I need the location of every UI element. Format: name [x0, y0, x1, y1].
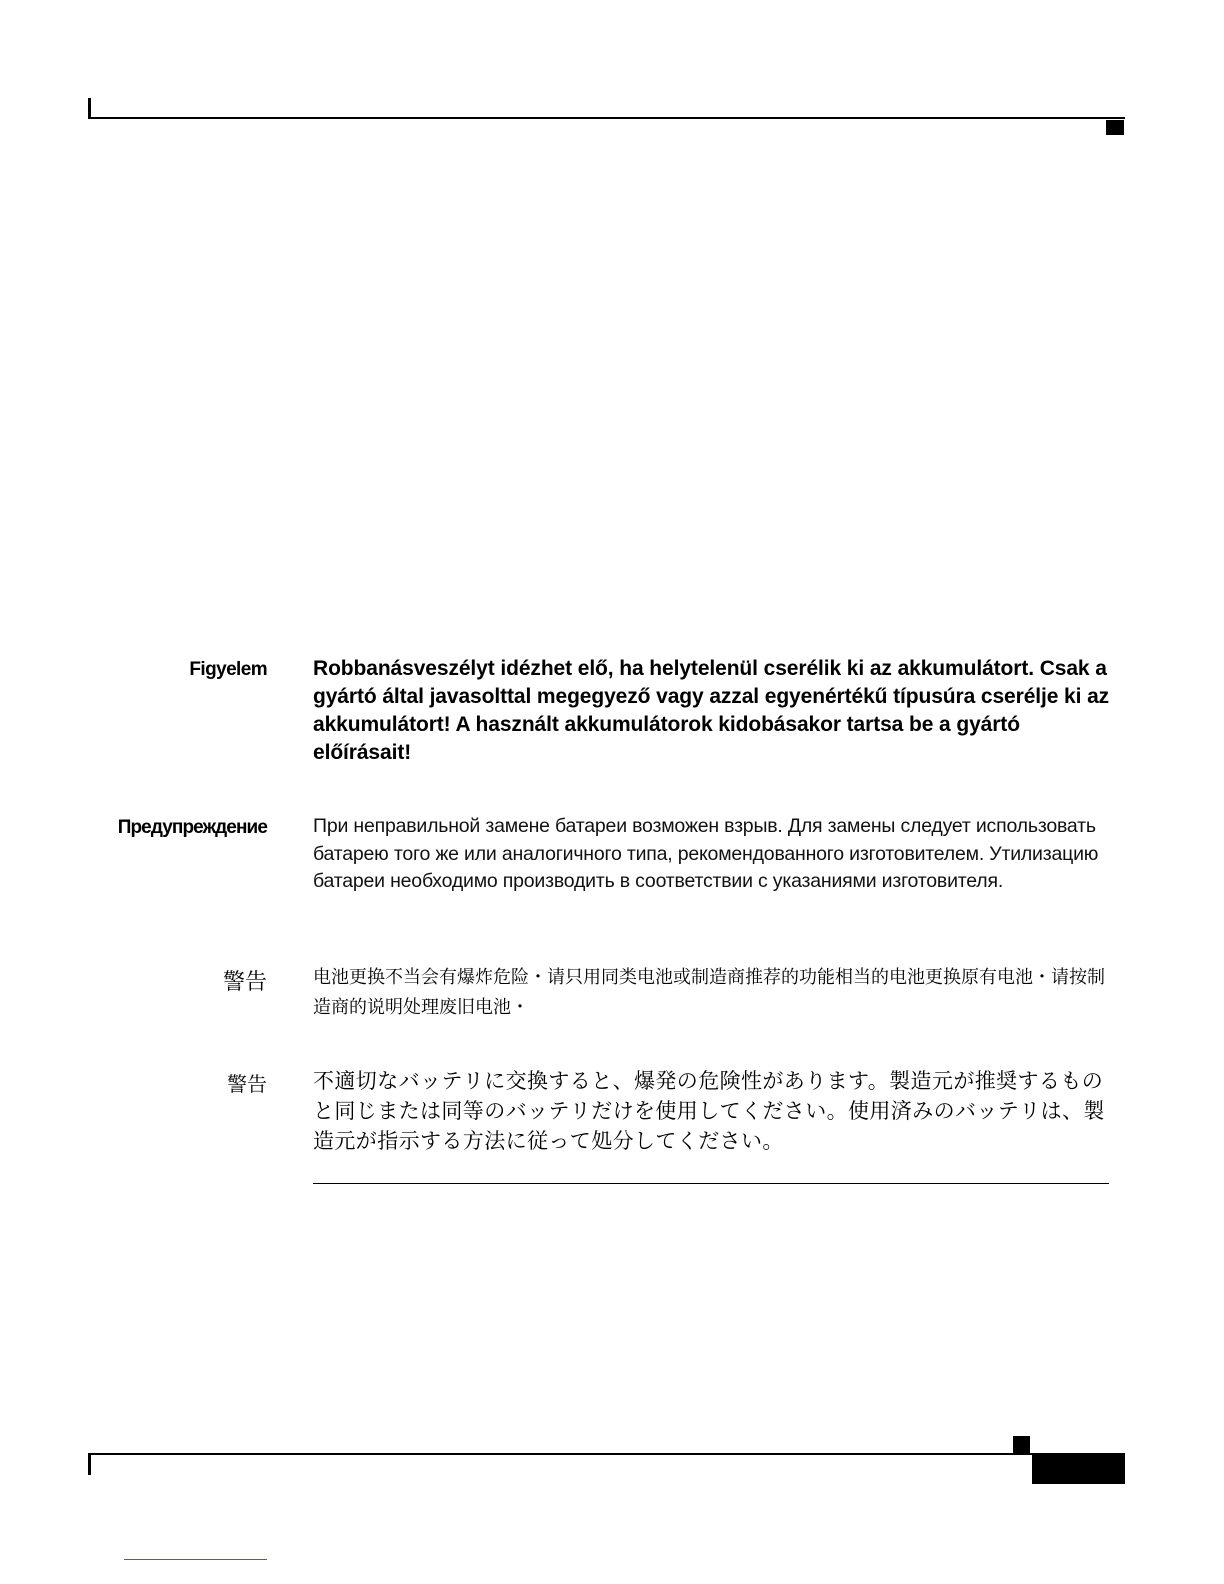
- warning-text: 不適切なバッテリに交換すると、爆発の危険性があります。製造元が推奨するものと同じまたは同等のバッテリだけを使用してください。使用済みのバッテリは、製造元が指示する方法に従って処分してください。: [313, 1069, 1105, 1153]
- header-rule: [88, 117, 1125, 119]
- footer-square-marker: [1013, 1436, 1030, 1453]
- footer-rule: [88, 1453, 1125, 1455]
- page-number-block: [1032, 1455, 1125, 1484]
- bottom-link-underline[interactable]: [124, 1559, 267, 1560]
- warning-label: Предупреждение: [117, 817, 267, 838]
- warning-text: Robbanásveszélyt idézhet elő, ha helytelenül cserélik ki az akkumulátort. Csak a gyártó által javasolttal megegyező vagy azzal egyenértékű típusúra cserélje ki az akkumulátort! A használt akkumulátorok kidobásakor tartsa be a gyártó előírásait!: [313, 657, 1110, 764]
- warning-text: При неправильной замене батареи возможен взрыв. Для замены следует использовать батарею того же или аналогичного типа, рекомендованного изготовителем. Утилизацию батареи необходимо производить в соответствии с указаниями изготовителя.: [313, 815, 1099, 892]
- header-square-marker: [1106, 120, 1124, 135]
- footer-tick: [88, 1455, 91, 1475]
- warning-text: 电池更换不当会有爆炸危险・请只用同类电池或制造商推荐的功能相当的电池更换原有电池・请按制造商的说明处理废旧电池・: [313, 967, 1105, 1018]
- warning-label: 警告: [222, 970, 267, 995]
- section-end-rule: [313, 1183, 1109, 1184]
- header-tick: [88, 98, 91, 119]
- warning-label: Figyelem: [189, 659, 267, 680]
- warning-label: 警告: [227, 1072, 267, 1096]
